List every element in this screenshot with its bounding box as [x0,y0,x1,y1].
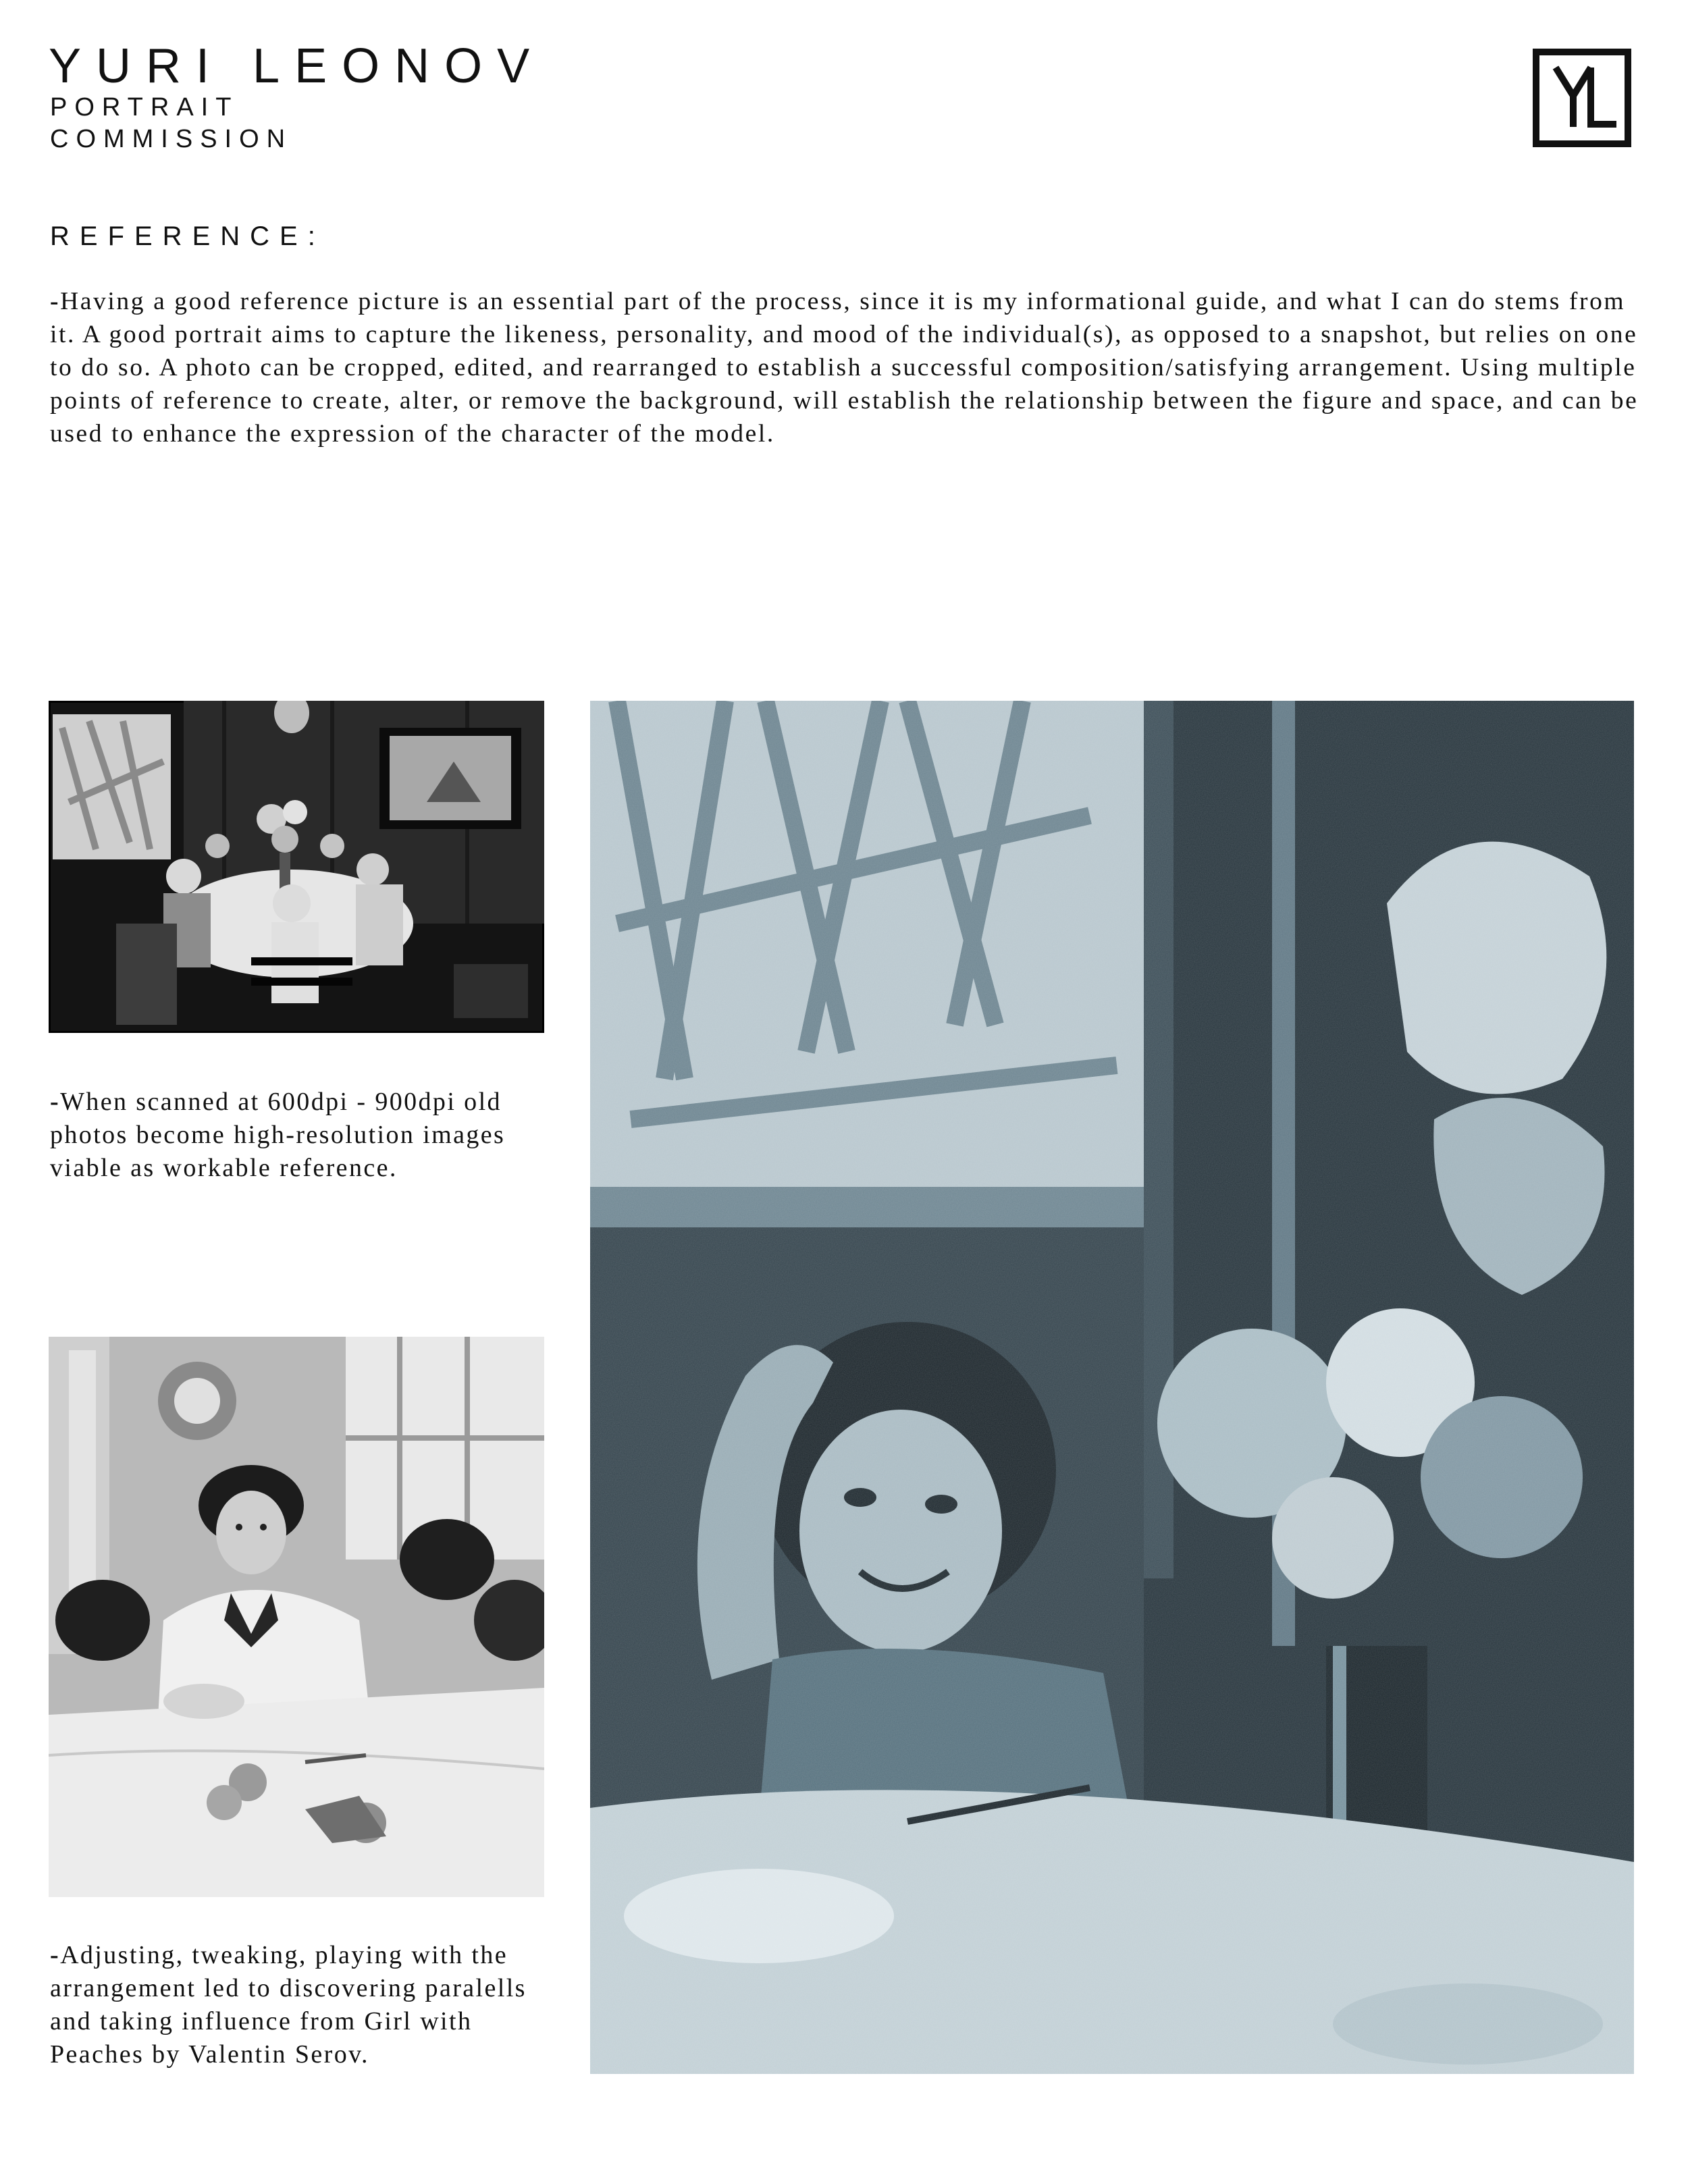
section-label-reference: REFERENCE: [50,221,325,251]
intro-text: Having a good reference picture is an essential part of the process, since it is my informational guide, and what I can do stems from it. A good portrait aims to capture the likeness, personality, and mood of the individual(s), as opposed to a snapshot, but relies on one to do so. A photo can be cropped, edited, and rearranged to establish a successful composition/satisfying arrangement. Using multiple points of reference to create, alter, or remove the background, will establish the relationship between the figure and space, and can be used to enhance the expression of the character of the model. [50,288,1639,448]
portrait-drawing [590,701,1634,2074]
caption-text: When scanned at 600dpi - 900dpi old photos become high-resolution images viable as workable reference. [50,1088,506,1182]
artist-name: YURI LEONOV [49,39,545,93]
caption-dash: - [50,1941,61,1969]
subtitle-portrait: PORTRAIT [50,93,239,122]
intro-dash: - [50,288,61,315]
caption-text: Adjusting, tweaking, playing with the arrangement led to discovering paralells and taking influence from Girl with Peaches by Valentin Serov. [50,1941,527,2069]
caption-arrangement [50,1939,563,2071]
caption-dash: - [50,1088,61,1116]
reference-photo-party [49,701,544,1033]
intro-paragraph [50,285,1650,450]
yl-monogram-logo-icon [1533,49,1631,147]
subtitle-commission: COMMISSION [50,125,293,153]
caption-scanning [50,1086,563,1185]
girl-with-peaches-painting [49,1337,544,1897]
